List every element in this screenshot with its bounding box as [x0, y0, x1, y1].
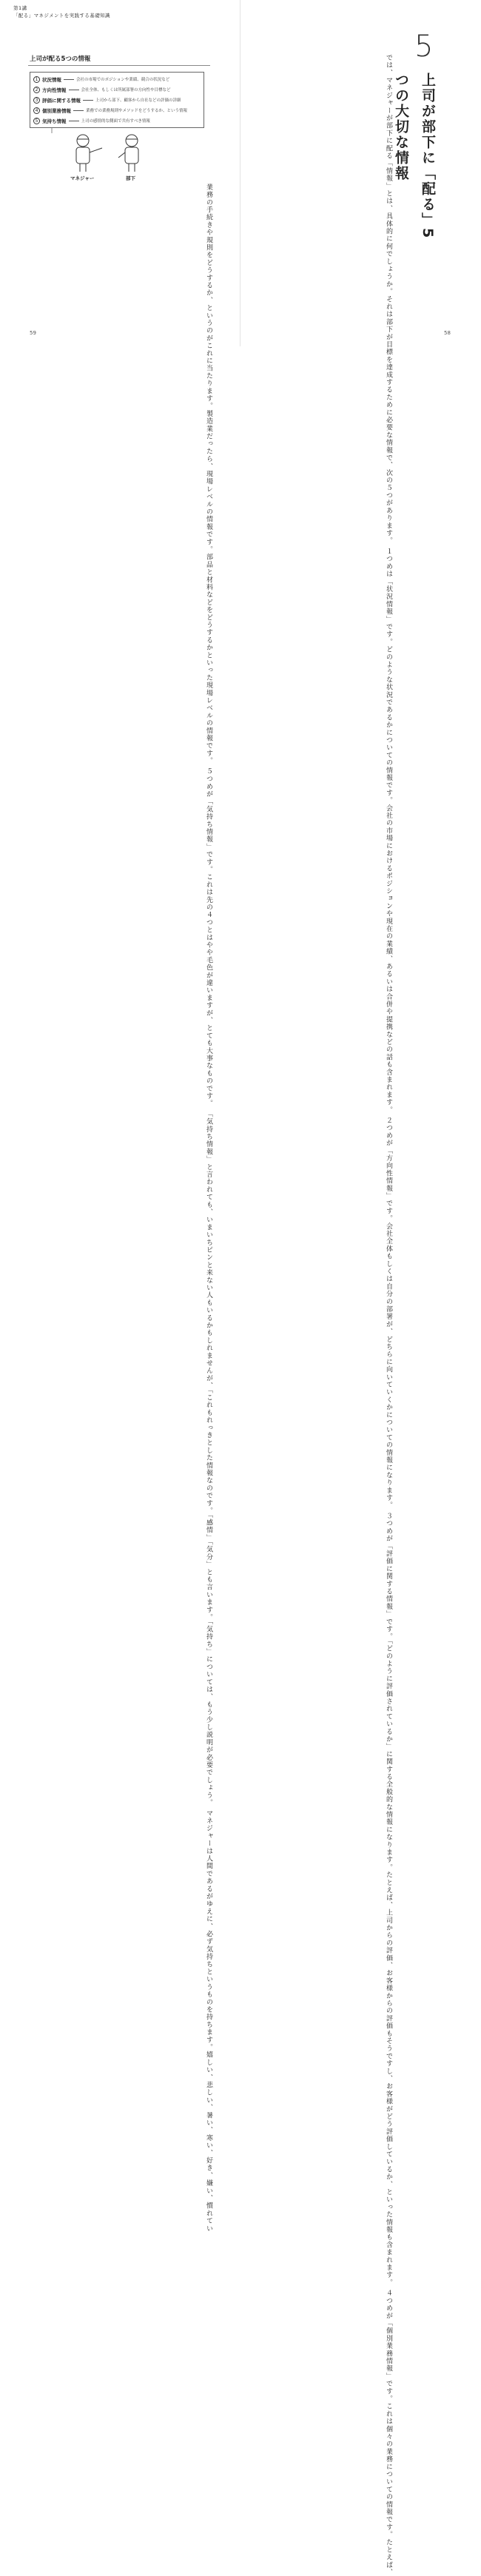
- info-item-name: 評価に関する情報: [42, 97, 81, 104]
- section-number: 5: [414, 30, 434, 64]
- left-body-text: 業務の手続きや規則をどうするか、というのがこれに当たります。製造業だったら、現場レベルの情報です。部品と材料などをどうするかといった現場レベルの情報です。 ５つめが「気持ち情報」です。これは先の４つとはやや毛色が違いますが、とても大事なものです。 「気持ち情報」と言われても、いまいちピンと来ない人もいるかもしれませんが、「これもれっきとした情報なのです。「感情」「気分」とも言います。「気持ち」については、もう少し説明が必要でしょう。 マネジャーは人間であるがゆえに、必ず気持ちというものを持ちます。嬉しい、悲しい、暑い、寒い、好き、嫌い、慣れてい: [205, 184, 212, 2233]
- info-item-desc: 業務での業務規則やメソッドをどうするか、という情報: [86, 109, 188, 113]
- page-number-left: 59: [30, 330, 36, 336]
- info-item-desc: 会社の市場でのポジションや業績、競合の状況など: [76, 78, 170, 82]
- info-item-desc: 上司から部下、顧客から自社などの評価の詳細: [95, 98, 181, 103]
- circle-number: 3: [33, 97, 40, 104]
- chapter-subtitle: 「配る」マネジメントを実践する基礎知識: [13, 13, 110, 19]
- info-item-desc: 上司の感情的な側面で共有すべき情報: [81, 119, 150, 124]
- right-body-text: では、マネジャーが部下に配る「情報」とは、具体的に何でしょうか。それは部下が目標を達成するために必要な情報で、次の５つがあります。 １つめは「状況情報」です。どのような状況であるかについての情報です。会社の市場におけるポジションや現在の業績、あるいは合併や提携などの話も含まれます。 ２つめが「方向性情報」です。会社全体もしくは自分の部署が、どちらに向いていくかについての情報になります。 ３つめが「評価に関する情報」です。「どのように評価されているか」に関する全般的な情報になります。たとえば、上司からの評価、お客様からの評価もそうですし、お客様がどう評価しているか、といった情報も含まれます。 ４つめが「個別業務情報」です。これは個々の業務についての情報です。たとえば、: [385, 54, 392, 2576]
- circle-number: 1: [33, 76, 40, 83]
- circle-number: 4: [33, 107, 40, 114]
- subordinate-figure-icon: [118, 135, 138, 172]
- info-item-name: 状況情報: [42, 76, 61, 83]
- section-heading: 上司が部下に「配る」5つの大切な情報: [393, 73, 436, 240]
- info-item-name: 方向性情報: [42, 87, 67, 93]
- circle-number: 5: [33, 118, 40, 124]
- manager-figure-icon: [76, 135, 102, 172]
- circle-number: 2: [33, 87, 40, 93]
- manager-label: マネジャー: [70, 175, 95, 181]
- info-item-name: 気持ち情報: [42, 118, 67, 124]
- left-page: [0, 0, 240, 2233]
- info-item-name: 個別業務情報: [42, 107, 71, 114]
- figure-title: 上司が配る5つの情報: [30, 56, 91, 63]
- chapter-label: 第1講: [13, 5, 27, 11]
- page-number-right: 58: [444, 330, 451, 336]
- info-item-desc: 会社全体、もしくは所属部署の方向性や目標など: [81, 88, 171, 93]
- subordinate-label: 部下: [126, 175, 135, 181]
